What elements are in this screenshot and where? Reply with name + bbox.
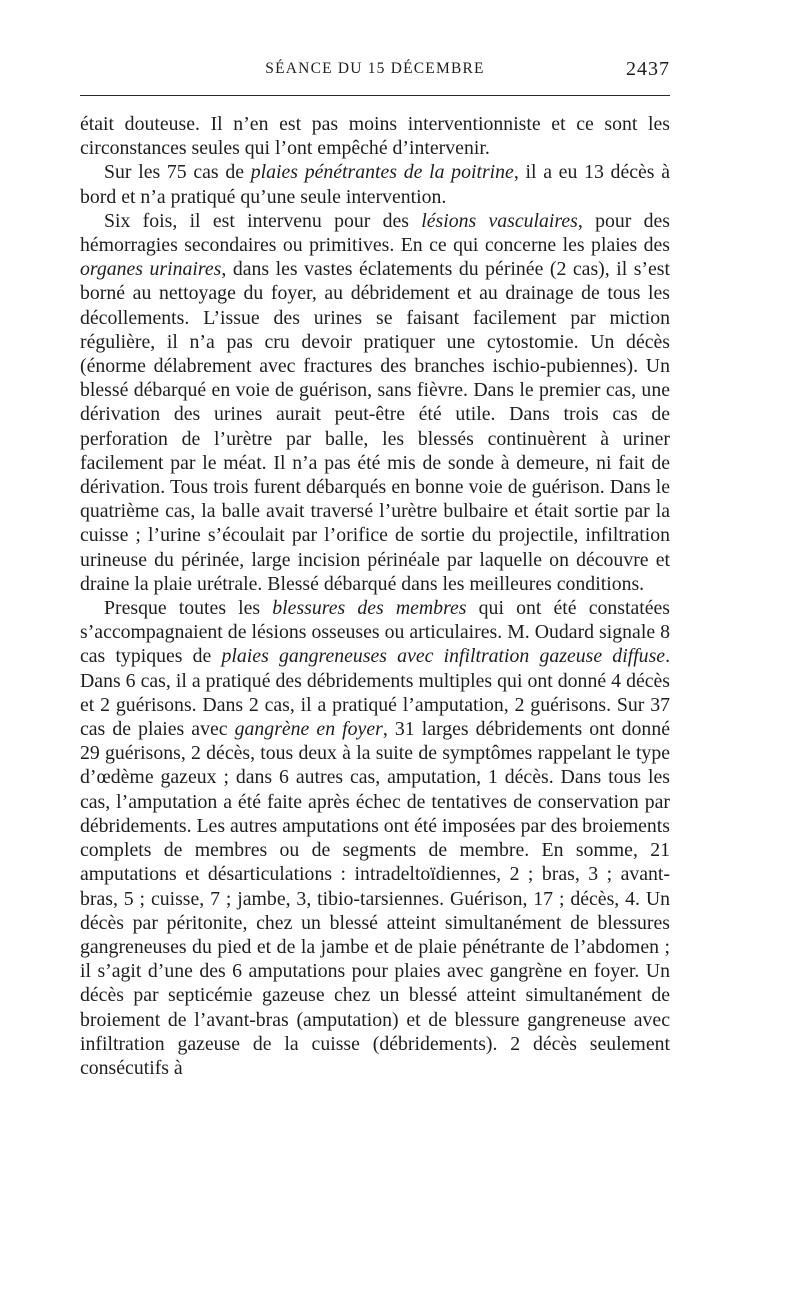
paragraph-4-text: Presque toutes les xyxy=(104,597,273,620)
paragraph-2 xyxy=(80,160,670,208)
paragraph-1-text: était douteuse. Il n’en est pas moins interventionniste et ce sont les circonstances seules qui l’ont empêché d’intervenir. xyxy=(80,113,670,160)
paragraph-3-text: Six fois, il est intervenu pour des xyxy=(104,209,422,232)
paragraph-3-text-end: , dans les vastes éclatements du périnée (2 cas), il s’est borné au nettoyage du foyer, au débridement et au drainage de tous les décollements. L’issue des urines se faisant facilement par miction régulière, il n’a pas cru devoir pratiquer une cytostomie. Un décès (énorme délabrement avec fractures des branches ischio-pubiennes). Un blessé débarqué en voie de guérison, sans fièvre. Dans le premier cas, une dérivation des urines aurait peut-être été utile. Dans trois cas de perforation de l’urètre par balle, les blessés continuèrent à uriner facilement par le méat. Il n’a pas été mis de sonde à demeure, ni fait de dérivation. Tous trois furent débarqués en bonne voie de guérison. Dans le quatrième cas, la balle avait traversé l’urètre bulbaire et était sortie par la cuisse ; l’urine s’écoulait par l’orifice de sortie du projectile, infiltration urineuse du périnée, large incision périnéale par laquelle on découvre et draine la plaie urétrale. Blessé débarqué dans les meilleures conditions. xyxy=(80,258,670,595)
paragraph-4-text-end: , 31 larges débridements ont donné 29 guérisons, 2 décès, tous deux à la suite de symptômes rappelant le type d’œdème gazeux ; dans 6 autres cas, amputation, 1 décès. Dans tous les cas, l’amputation a été faite après échec de tentatives de conservation par débridements. Les autres amputations ont été imposées par des broiements complets de membres ou de segments de membre. En somme, 21 amputations et désarticulations : intradeltoïdiennes, 2 ; bras, 3 ; avant-bras, 5 ; cuisse, 7 ; jambe, 3, tibio-tarsiennes. Guérison, 17 ; décès, 4. Un décès par péritonite, chez un blessé atteint simultanément de blessures gangreneuses du pied et de la jambe et de plaie pénétrante de l’abdomen ; il s’agit d’une des 6 amputations pour plaies avec gangrène en foyer. Un décès par septicémie gazeuse chez un blessé atteint simultanément de broiement de l’avant-bras (amputation) et de blessure gangreneuse avec infiltration gazeuse de la cuisse (débridements). 2 décès seulement consécutifs à xyxy=(80,718,670,1079)
italic-term-blessures-membres: blessures des membres xyxy=(272,597,467,620)
italic-term-plaies-penetrantes: plaies pénétrantes de la poitrine xyxy=(250,161,514,184)
paragraph-2-text: Sur les 75 cas de xyxy=(104,161,251,184)
paragraph-4-text-mid: . Dans 6 cas, il a pratiqué des débridements multiples qui ont donné 4 décès et 2 guérisons. Dans 2 cas, il a pratiqué l’amputation, 2 guérisons. Sur 37 cas de plaies avec xyxy=(80,645,671,741)
header-rule xyxy=(80,95,670,96)
paragraph-4-text-cont: qui ont été constatées s’accompagnaient de lésions osseuses ou articulaires. M. Oudard signale 8 cas typiques de xyxy=(80,597,670,668)
paragraph-1 xyxy=(80,112,670,160)
paragraph-4 xyxy=(80,596,670,1080)
running-title: SÉANCE DU 15 DÉCEMBRE xyxy=(265,60,485,77)
italic-term-plaies-gangreneuses: plaies gangreneuses avec infiltration gazeuse diffuse xyxy=(221,645,666,668)
paragraph-3 xyxy=(80,209,670,596)
italic-term-lesions-vasculaires: lésions vasculaires xyxy=(421,209,578,232)
paragraph-2-text-cont: , il a eu 13 décès à bord et n’a pratiqué qu’une seule intervention. xyxy=(80,161,670,208)
italic-term-gangrene-en-foyer: gangrène en foyer xyxy=(234,718,383,741)
body-text xyxy=(80,112,670,1080)
paragraph-3-text-cont: , pour des hémorragies secondaires ou primitives. En ce qui concerne les plaies des xyxy=(80,209,670,257)
italic-term-organes-urinaires: organes urinaires xyxy=(80,258,222,281)
page-number: 2437 xyxy=(626,58,670,80)
running-header xyxy=(80,58,670,88)
